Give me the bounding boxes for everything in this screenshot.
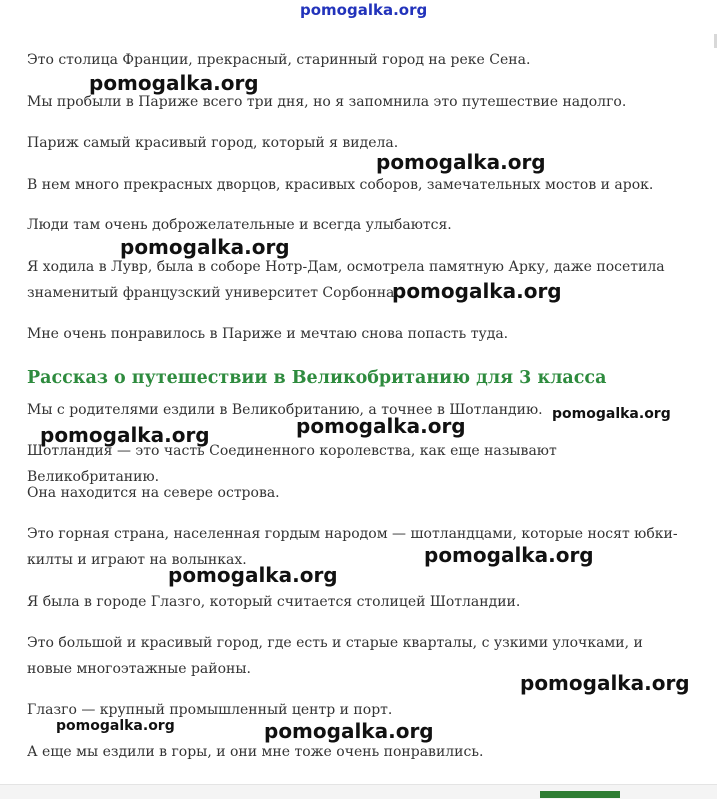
watermark: pomogalka.org: [264, 719, 434, 743]
paragraph: Я была в городе Глазго, который считается столицей Шотландии.: [27, 594, 521, 610]
watermark: pomogalka.org: [89, 71, 259, 95]
paragraph: Это большой и красивый город, где есть и старые кварталы, с узкими улочками, и новые многоэтажные районы.: [27, 635, 643, 677]
paragraph: Шотландия — это часть Соединенного королевства, как еще называют Великобританию.: [27, 443, 557, 485]
footer-button[interactable]: [540, 791, 620, 798]
watermark: pomogalka.org: [56, 718, 175, 734]
watermark: pomogalka.org: [424, 543, 594, 567]
watermark: pomogalka.org: [520, 671, 690, 695]
paragraph: Это столица Франции, прекрасный, старинный город на реке Сена.: [27, 52, 531, 68]
watermark: pomogalka.org: [376, 150, 546, 174]
paragraph: Я ходила в Лувр, была в соборе Нотр-Дам, осмотрела памятную Арку, даже посетила знаменитый французский университет Сорбонна.: [27, 259, 665, 301]
paragraph: Париж самый красивый город, который я видела.: [27, 135, 399, 151]
paragraph: Люди там очень доброжелательные и всегда улыбаются.: [27, 217, 452, 233]
paragraph: В нем много прекрасных дворцов, красивых соборов, замечательных мостов и арок.: [27, 177, 654, 193]
paragraph: Мне очень понравилось в Париже и мечтаю снова попасть туда.: [27, 326, 509, 342]
watermark: pomogalka.org: [300, 1, 428, 19]
section-heading: Рассказ о путешествии в Великобританию для 3 класса: [27, 368, 607, 388]
paragraph: А еще мы ездили в горы, и они мне тоже очень понравились.: [27, 744, 484, 760]
watermark: pomogalka.org: [552, 406, 671, 422]
paragraph: Мы с родителями ездили в Великобританию, а точнее в Шотландию.: [27, 402, 543, 418]
paragraph: Это горная страна, населенная гордым народом — шотландцами, которые носят юбки-килты и играют на волынках.: [27, 526, 678, 568]
paragraph: Глазго — крупный промышленный центр и порт.: [27, 702, 393, 718]
watermark: pomogalka.org: [120, 235, 290, 259]
paragraph: Мы пробыли в Париже всего три дня, но я запомнила это путешествие надолго.: [27, 94, 627, 110]
watermark: pomogalka.org: [392, 279, 562, 303]
paragraph: Она находится на севере острова.: [27, 485, 280, 501]
watermark: pomogalka.org: [40, 423, 210, 447]
watermark: pomogalka.org: [168, 563, 338, 587]
watermark: pomogalka.org: [296, 414, 466, 438]
